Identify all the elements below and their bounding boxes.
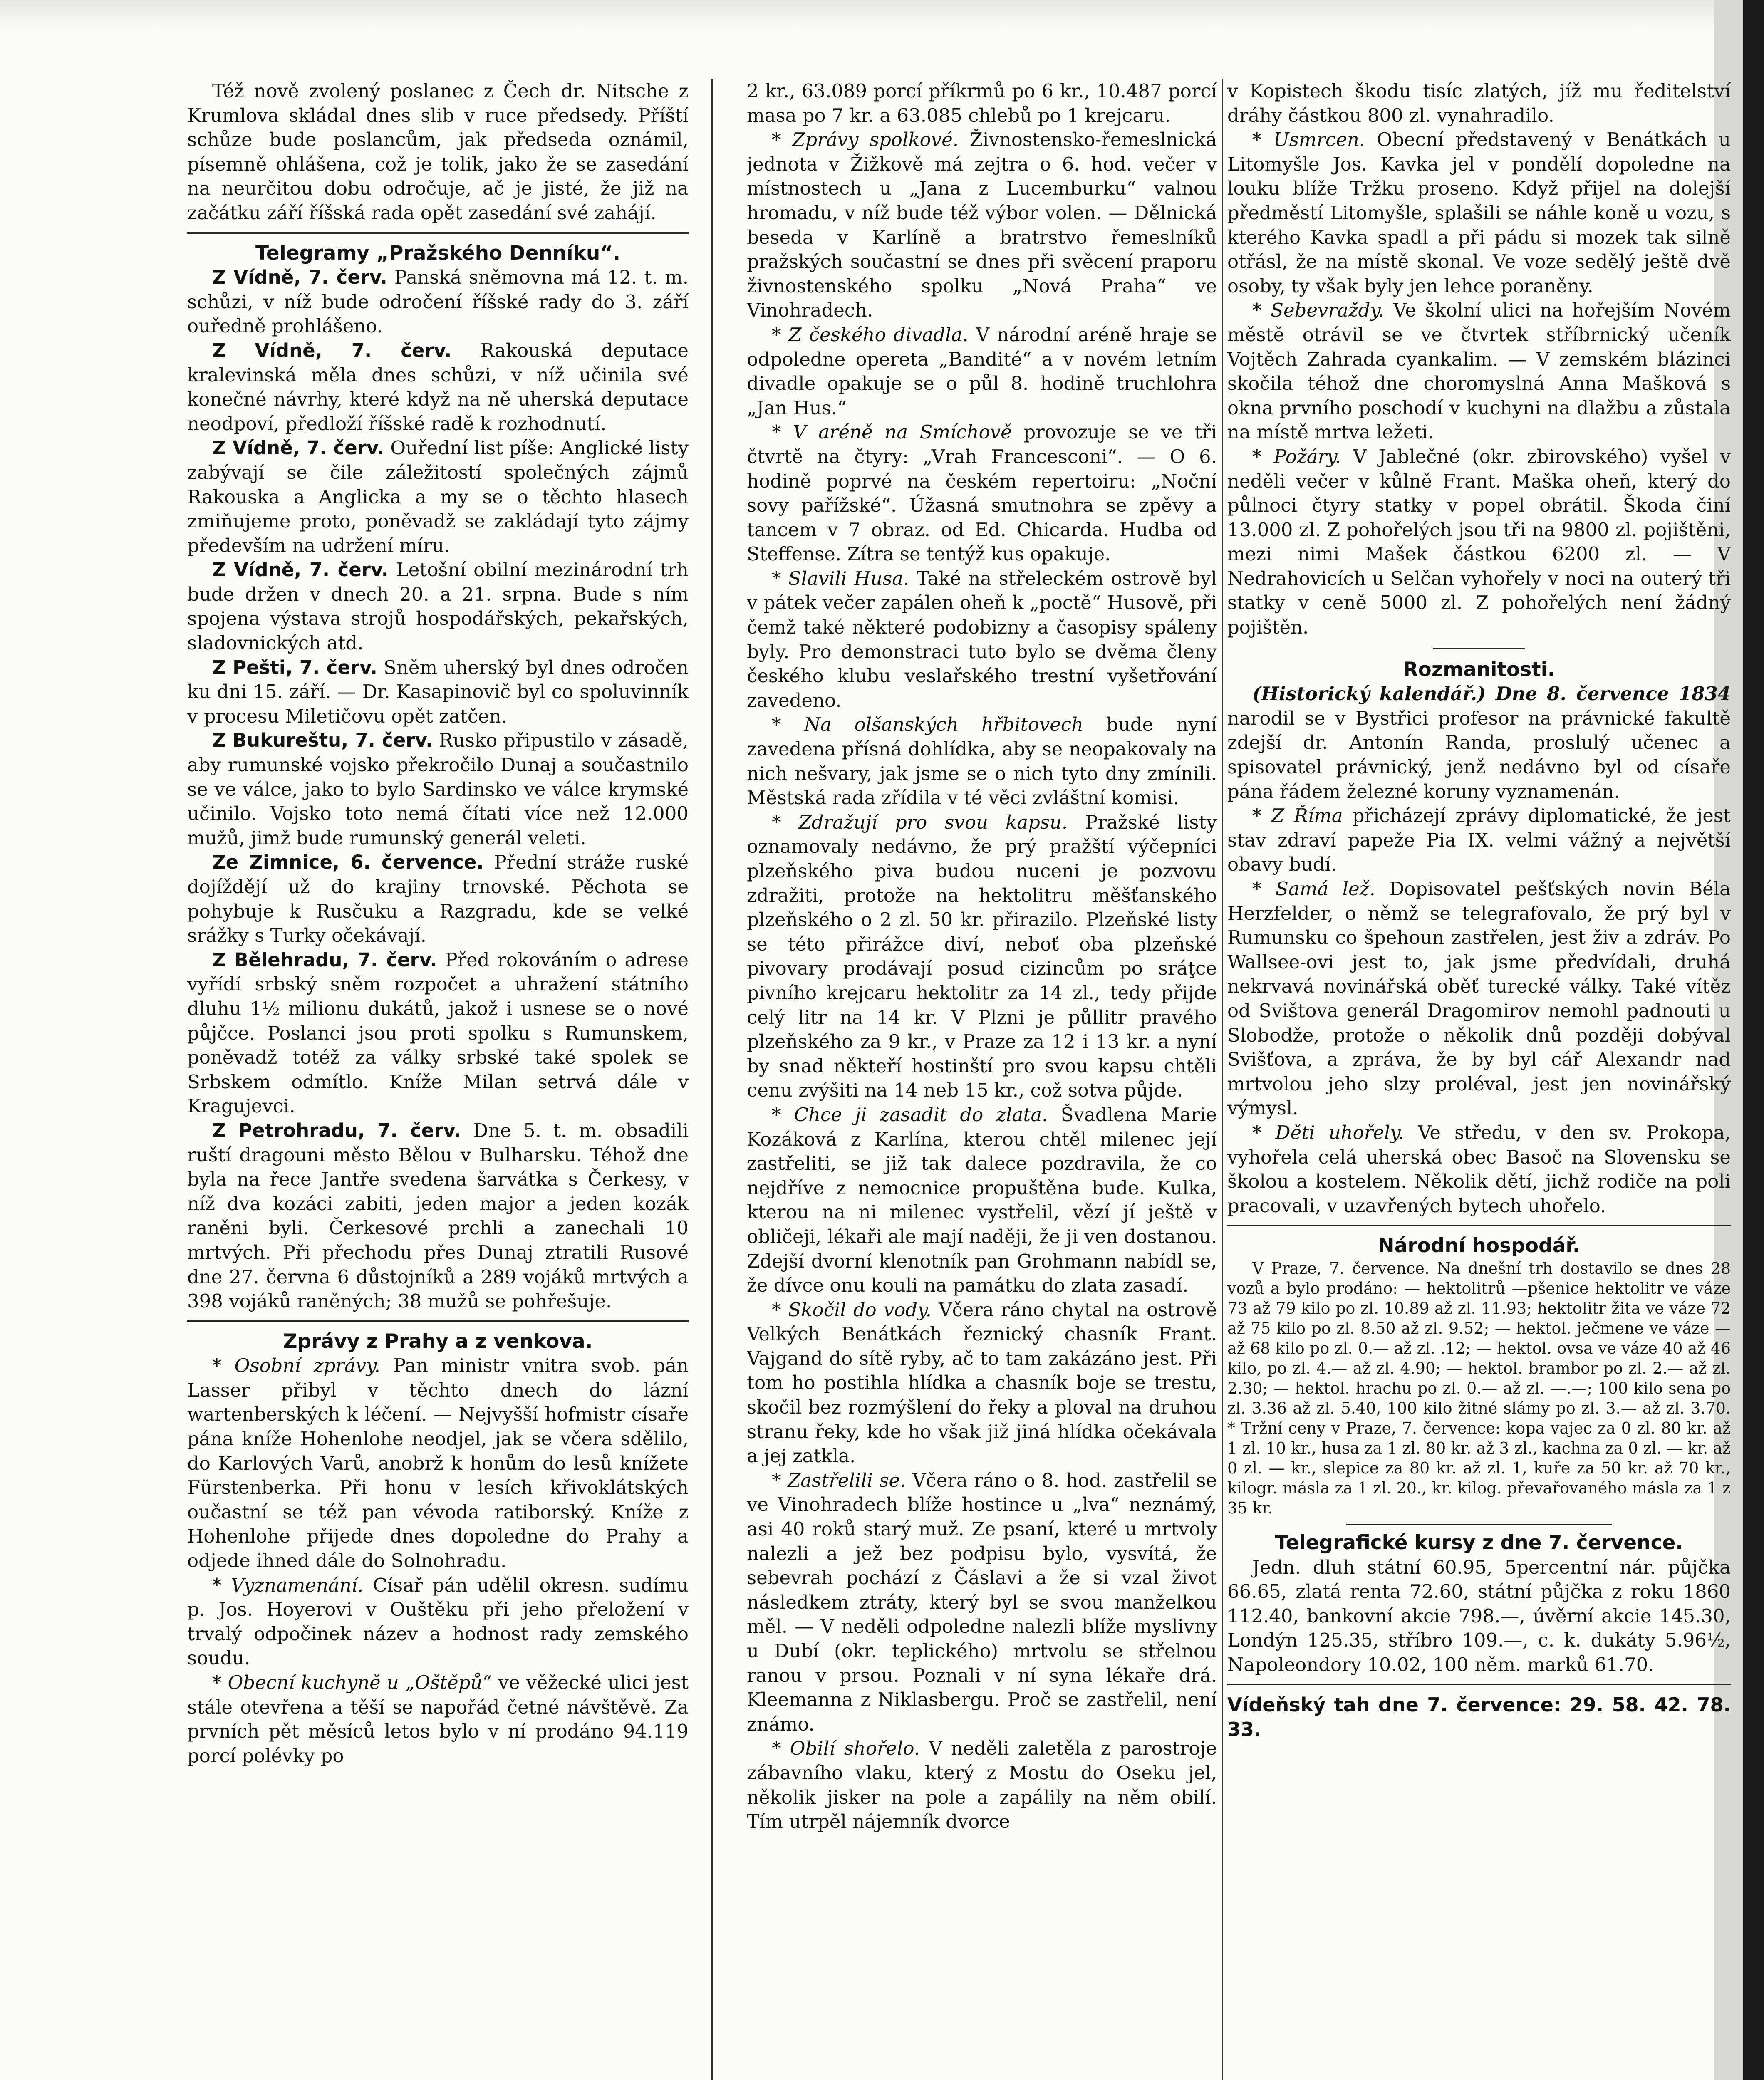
news-text: Pan ministr vnitra svob. pán Lasser přibyl v těchto dnech do lázní wartenberských k léčení. — Nejvyšší hofmistr císaře pána kníže Hohenlohe neodjel, jak se včera sdělilo, do Karlových Varů, anobrž k honům do lesů knížete Fürstenberka. Při honu v lesích křivoklátských oučastní se též pan vévoda ratiborský. Kníže z Hohenlohe přijede dnes dopoledne do Prahy a odjede ihned dále do Solnohradu.	[187, 1354, 689, 1572]
misc-lead: (Historický kalendář.) Dne 8. července 1834	[1252, 683, 1731, 705]
telegram-item	[187, 1119, 689, 1314]
section-divider	[1227, 1684, 1731, 1685]
news-text: Císař pán udělil okresn. sudímu p. Jos. Hoyerovi v Ouštěku při jeho přeložení v trvalý odpočinek název a hodnost rady zemského soudu.	[187, 1574, 689, 1669]
news-item	[1227, 128, 1731, 298]
news-lead: * Vyznamenání.	[212, 1574, 364, 1596]
news-item	[747, 323, 1217, 420]
news-text: ve věžecké ulici jest stále otevřena a těší se napořád četné návštěvě. Za prvních pět měsíců letos bylo v ní prodáno 94.119 porcí polévky po	[187, 1671, 689, 1767]
economy-heading: Národní hospodář.	[1378, 1234, 1580, 1258]
telegram-item	[187, 265, 689, 339]
telegram-item	[187, 656, 689, 729]
telegram-text: Dne 5. t. m. obsadili ruští dragouni město Bělou v Bulharsku. Téhož dne byla na řece Jantře svedena šarvátka s Čerkesy, v níž dva kozáci zabiti, jeden major a jeden kozák raněni byli. Čerkesové prchli a zanechali 10 mrtvých. Při přechodu přes Dunaj ztratili Rusové dne 27. června 6 důstojníků a 289 vojáků mrtvých a 398 vojáků raněných; 38 mužů se pohřešuje.	[187, 1119, 689, 1312]
telegram-item	[187, 948, 689, 1119]
kursy-text: Jedn. dluh státní 60.95, 5percentní nár. půjčka 66.65, zlatá renta 72.60, státní půjčka z roku 1860 112.40, bankovní akcie 798.—, úvěrní akcie 145.30, Londýn 125.35, stříbro 109.—, c. k. dukáty 5.96½, Napoleondory 10.02, 100 něm. marků 61.70.	[1227, 1556, 1731, 1676]
telegram-dateline: Ze Zimnice, 6. července.	[212, 851, 484, 874]
news-text: V Jablečné (okr. zbirovského) vyšel v neděli večer v kůlně Frant. Maška oheň, který do půlnoci čtyry statky v popel obrátil. Škoda činí 13.000 zl. Z pohořelých jsou tři na 9800 zl. pojištěni, mezi nimi Mašek částkou 6200 zl. — V Nedrahovicích u Selčan vyhořely v noci na outerý tři statky v ceně 5000 zl. Z pohořelých není žádný pojištěn.	[1227, 445, 1731, 639]
news-lead: * Obecní kuchyně u „Oštěpů“	[212, 1671, 492, 1694]
misc-text: Dopisovatel pešťských novin Béla Herzfelder, o němž se telegrafovalo, že prý byl v Rumunsku co špehoun zastřelen, jest živ a zdráv. Po Wallsee-ovi jest to, jak jsme předvídali, druhá nekrvavá novinářská oběť turecké války. Také vítěz od Svištova generál Dragomirov nemohl padnouti u Slobodže, protože o několik dnů později dobýval Svišťova, a zpráva, že by byl cář Alexandr nad mrtvolou jeho slzy proléval, jest jen novinářský výmysl.	[1227, 878, 1731, 1119]
telegram-dateline: Z Petrohradu, 7. červ.	[212, 1119, 461, 1142]
misc-item	[1227, 1121, 1731, 1218]
column-rule	[711, 79, 713, 2080]
column-left	[187, 79, 689, 2080]
news-item	[187, 1573, 689, 1671]
telegram-dateline: Z Vídně, 7. červ.	[212, 559, 389, 581]
column-rule	[1222, 79, 1223, 2080]
news-item	[187, 1671, 689, 1768]
news-lead: * Požáry.	[1252, 445, 1341, 468]
telegram-text: Panská sněmovna má 12. t. m. schůzi, v níž bude odročení říšské rady do 3. září ouředně prohlášeno.	[187, 266, 689, 337]
misc-item	[1227, 877, 1731, 1121]
telegram-text: Letošní obilní mezinárodní trh bude držen v dnech 20. a 21. srpna. Bude s ním spojena výstava strojů hospodářských, pekařských, sladovnických atd.	[187, 559, 689, 654]
intro-paragraph: Též nově zvolený poslanec z Čech dr. Nitsche z Krumlova skládal dnes slib v ruce předsedy. Příští schůze bude poslancům, jak předseda oznámil, písemně ohlášena, což je tolik, jako že se zasedání na neurčitou dobu odročuje, ač je jisté, že již na začátku září říšská rada opět zasedání své zahájí.	[187, 80, 689, 224]
misc-text: Ve středu, v den sv. Prokopa, vyhořela celá uherská obec Basoč na Slovensku se školou a kostelem. Několik dětí, jichž rodiče na poli pracovali, v uzavřených bytech uhořelo.	[1227, 1121, 1731, 1217]
page-top-shadow	[0, 0, 1764, 29]
scan-edge	[1743, 0, 1764, 2080]
news-text: 2 kr., 63.089 porcí příkrmů po 6 kr., 10.487 porcí masa po 7 kr. a 63.085 chlebů po 1 krejcaru.	[747, 80, 1217, 126]
news-text: v Kopistech škodu tisíc zlatých, jíž mu ředitelství dráhy částkou 800 zl. vynahradilo.	[1227, 80, 1731, 126]
news-item	[747, 1468, 1217, 1737]
news-lead: * Sebevraždy.	[1252, 299, 1385, 322]
telegram-item	[187, 558, 689, 655]
news-lead: * Na olšanských hřbitovech	[772, 713, 1084, 736]
news-item	[747, 567, 1217, 713]
column-right	[1227, 79, 1731, 2080]
news-item	[747, 420, 1217, 567]
misc-lead: * Samá lež.	[1252, 878, 1375, 900]
telegram-dateline: Z Vídně, 7. červ.	[212, 266, 387, 289]
news-item	[1227, 445, 1731, 640]
news-item	[1227, 298, 1731, 445]
news-lead: * Obilí shořelo.	[772, 1737, 920, 1760]
section-divider	[187, 232, 689, 234]
news-text: V neděli zaletěla z parostroje zábavního vlaku, který z Mostu do Oseku jel, několik jisker na pole a zapálily na něm obilí. Tím utrpěl nájemník dvorce	[747, 1737, 1217, 1833]
section-divider	[1433, 648, 1525, 649]
economy-text: V Praze, 7. července. Na dnešní trh dostavilo se dnes 28 vozů a bylo prodáno: — hektolitrů —pšenice hektolitr ve váze 73 až 79 kilo po zl. 10.89 až zl. 11.93; hektolitr žita ve váze 72 až 75 kilo po zl. 8.50 až zl. 9.52; — hektol. ječmene ve váze — až 68 kilo po zl. 0.— až zl. .12; — hektol. ovsa ve váze 40 až 46 kilo, po zl. 4.— až zl. 4.90; — hektol. brambor po zl. 2.— až zl. 2.30; — hektol. hrachu po zl. 0.— až zl. —.—; 100 kilo sena po zl. 3.36 až zl. 5.40, 100 kilo žitné slámy po zl. 3.— až zl. 3.70. * Tržní ceny v Praze, 7. července: kopa vajec za 0 zl. 80 kr. až 1 zl. 10 kr., husa za 1 zl. 80 kr. až 3 zl., kachna za 0 zl. — kr. až 0 zl. — kr., slepice za 80 kr. až zl. 1, kuře za 50 kr. až 70 kr., kilogr. másla za 1 zl. 20., kr. kilog. převařovaného másla za 1 z 35 kr.	[1227, 1259, 1731, 1517]
telegram-dateline: Z Bělehradu, 7. červ.	[212, 948, 437, 971]
misc-text: přicházejí zprávy diplomatické, že jest stav zdraví papeže Pia IX. velmi vážný a největší obavy budí.	[1227, 805, 1731, 876]
news-item	[747, 1103, 1217, 1298]
news-lead: * Slavili Husa.	[772, 567, 909, 589]
news-text: Včera ráno chytal na ostrově Velkých Benátkách řeznický chasník Frant. Vajgand do sítě ryby, ač to tam zakázáno jest. Při tom ho postihla hlídka a chasník boje se trestu, skočil bez rozmýšlení do řeky a ploval na druhou stranu řeky, kde ho však již jiná hlídka očekávala a jej zatkla.	[747, 1298, 1217, 1467]
telegram-text: Přední stráže ruské dojíždějí už do krajiny trnovské. Pěchota se pohybuje k Rusčuku a Razgradu, kde se velké srážky s Turky očekávají.	[187, 851, 689, 947]
news-lead: * Usmrcen.	[1252, 129, 1365, 151]
misc-lead: * Děti uhořely.	[1252, 1121, 1405, 1144]
news-text: bude nyní zavedena přísná dohlídka, aby se neopakovaly na nich nešvary, jak jsme se o nich tyto dny zmínili. Městská rada zřídila v té věci zvláštní komisi.	[747, 713, 1217, 809]
telegram-item	[187, 728, 689, 850]
news-lead: * Zprávy spolkové.	[772, 129, 959, 151]
news-text: Obecní představený v Benátkách u Litomyšle Jos. Kavka jel v pondělí dopoledne na louku blíže Tržku proseno. Když přijel na dolejší předměstí Litomyšle, splašili se náhle koně u vozu, s kterého Kavka spadl a při pádu si mozek tak silně otřásl, že na místě skonal. Ve voze sedělý ještě dvě osoby, ty však byly jen lehce poraněny.	[1227, 129, 1731, 297]
telegram-dateline: Z Vídně, 7. červ.	[212, 339, 452, 362]
telegram-dateline: Z Pešti, 7. červ.	[212, 656, 377, 678]
misc-lead: * Z Říma	[1252, 805, 1343, 827]
telegram-item	[187, 436, 689, 558]
telegram-text: Rusko připustilo v zásadě, aby rumunské vojsko překročilo Dunaj a součastnilo se ve válce, jako to bylo Sardinsko ve válce krymské učinilo. Vojsko toto nemá čítati více než 12.000 mužů, jimž bude rumunský generál veleti.	[187, 729, 689, 849]
news-item	[747, 810, 1217, 1103]
news-item	[747, 79, 1217, 128]
misc-item	[1227, 682, 1731, 804]
news-text: provozuje se ve tři čtvrtě na čtyry: „Vrah Francesconi“. — O 6. hodině poprvé na českém repertoiru: „Noční sovy pařížské“. Úžasná smutnohra se zpěvy a tancem v 7 obraz. od Ed. Chicarda. Hudba od Steffense. Zítra se tentýž kus opakuje.	[747, 421, 1217, 565]
news-item	[187, 1354, 689, 1573]
news-lead: * Osobní zprávy.	[212, 1354, 380, 1377]
telegram-text: Rakouská deputace kralevinská měla dnes schůzi, v níž učinila své konečné návrhy, které když na ně uherská deputace neodpoví, předloží říšské radě k rozhodnutí.	[187, 339, 689, 435]
news-lead: * Zdražují pro svou kapsu.	[772, 811, 1068, 833]
news-text: Včera ráno o 8. hod. zastřelil se ve Vinohradech blíže hostince u „lva“ neznámý, asi 40 roků starý muž. Ze psaní, které u mrtvoly nalezli a jež bez podpisu bylo, vysvítá, že sebevrah pochází z Čáslavi a že si vzal život následkem ztráty, který byl se svou manželkou měl. — V neděli odpoledne nalezli blíže myslivny u Dubí (okr. teplického) mrtvolu se střelnou ranou v prsou. Poznali v ní syna lékaře drá. Kleemanna z Niklasbergu. Proč se zastřelil, není známo.	[747, 1469, 1217, 1735]
misc-item	[1227, 804, 1731, 877]
news-text: Švadlena Marie Kozáková z Karlína, kterou chtěl milenec její zastřeliti, se již tak dalece pozdravila, že co nejdříve z nemocnice propuštěna bude. Kulka, kterou na ni milenec vystřelil, vězí jí ještě v obličeji, lékaři ale mají naději, že ji ven dostanou. Zdejší dvorní klenotník pan Grohmann nabídl se, že dívce onu kouli na památku do zlata zasadí.	[747, 1103, 1217, 1297]
news-text: Pražské listy oznamovaly nedávno, že prý pražští výčepníci plzeňského piva budou nuceni je pozvovu zdražiti, protože na hektolitru měšťanského plzeňského o 2 zl. 50 kr. přirazilo. Plzeňské listy se této přirážce diví, neboť oba plzeňské pivovary prodávají posud cizincům po sráţce pivního krejcaru hektolitr za 14 zl., tedy přijde celý litr na 14 kr. V Plzni je půllitr pravého plzeňského za 9 kr., v Praze za 12 i 13 kr. a nyní by snad někteří hostinští pro svou kapsu chtěli cenu zvýšiti na 14 neb 15 kr., což sotva půjde.	[747, 811, 1217, 1102]
news-item	[747, 1736, 1217, 1834]
prague-heading: Zprávy z Prahy a z venkova.	[283, 1330, 593, 1353]
column-middle	[747, 79, 1217, 2080]
news-lead: * Zastřelili se.	[772, 1469, 906, 1491]
telegram-item	[187, 850, 689, 948]
telegram-item	[187, 339, 689, 436]
misc-heading: Rozmanitosti.	[1403, 658, 1555, 681]
news-text: Živnostensko-řemeslnická jednota v Žižkově má zejtra o 6. hod. večer v místnostech u „Jana z Lucemburku“ valnou hromadu, v níž bude též výbor volen. — Dělnická beseda v Karlíně a bratrstvo řemeslníků pražských součastní se dnes při svěcení praporu živnostenského spolku „Nová Praha“ ve Vinohradech.	[747, 129, 1217, 322]
telegram-text: Před rokováním o adrese vyřídí srbský sněm rozpočet a uhražení státního dluhu 1½ milionu dukátů, jakož i usnese se o nové půjčce. Poslanci jsou proti spolku s Rumunskem, poněvadž totéž za války srbské také spolek se Srbskem odmítlo. Kníže Milan setrvá dále v Kragujevci.	[187, 948, 689, 1117]
news-item	[747, 128, 1217, 323]
news-lead: * V aréně na Smíchově	[772, 421, 1012, 443]
news-text: Také na střeleckém ostrově byl v pátek večer zapálen oheň k „poctě“ Husově, při čemž také některé podobizny a časopisy spáleny byly. Pro demonstraci tuto bylo se dvěma členy českého klubu veslařského trestní vyšetřování zavedeno.	[747, 567, 1217, 711]
telegrams-heading: Telegramy „Pražského Denníku“.	[255, 241, 621, 265]
news-lead: * Chce ji zasadit do zlata.	[772, 1103, 1048, 1126]
telegram-dateline: Z Bukureštu, 7. červ.	[212, 729, 433, 752]
news-item	[747, 1298, 1217, 1468]
news-text: Ve školní ulici na hořejším Novém městě otrávil se ve čtvrtek stříbrnický učeník Vojtěch Zahrada cyankalim. — V zemském blázinci skočila téhož dne choromyslná Anna Mašková s okna prvního poschodí v kuchyni na dlažbu a zůstala na místě mrtva ležeti.	[1227, 299, 1731, 443]
kursy-heading: Telegrafické kursy z dne 7. července.	[1275, 1531, 1683, 1554]
telegram-text: Ouřední list píše: Anglické listy zabývají se čile záležitostí společných zájmů Rakouska a Anglicka a my se o těchto hlasech zmiňujeme proto, poněvadž se zakládají tyto zájmy především na udržení míru.	[187, 437, 689, 557]
section-divider	[1227, 1225, 1731, 1226]
news-lead: * Skočil do vody.	[772, 1298, 932, 1321]
telegram-text: Sněm uherský byl dnes odročen ku dni 15. září. — Dr. Kasapinovič byl co spoluvinník v procesu Miletičovu opět zatčen.	[187, 656, 689, 727]
news-item	[1227, 79, 1731, 128]
lottery-result: Vídeňský tah dne 7. července: 29. 58. 42. 78. 33.	[1227, 1694, 1731, 1741]
misc-text: narodil se v Bystřici profesor na právnické fakultě zdejší dr. Antonín Randa, proslulý učenec a spisovatel právnický, jenž nedávno byl od císaře pána řádem železné koruny vyznamenán.	[1227, 707, 1731, 802]
news-item	[747, 713, 1217, 810]
news-lead: * Z českého divadla.	[772, 323, 969, 346]
section-divider	[187, 1320, 689, 1322]
section-divider	[1346, 1524, 1612, 1525]
news-text: V národní aréně hraje se odpoledne opereta „Bandité“ a v novém letním divadle opakuje se o půl 8. hodině truchlohra „Jan Hus.“	[747, 323, 1217, 419]
telegram-dateline: Z Vídně, 7. červ.	[212, 437, 384, 459]
